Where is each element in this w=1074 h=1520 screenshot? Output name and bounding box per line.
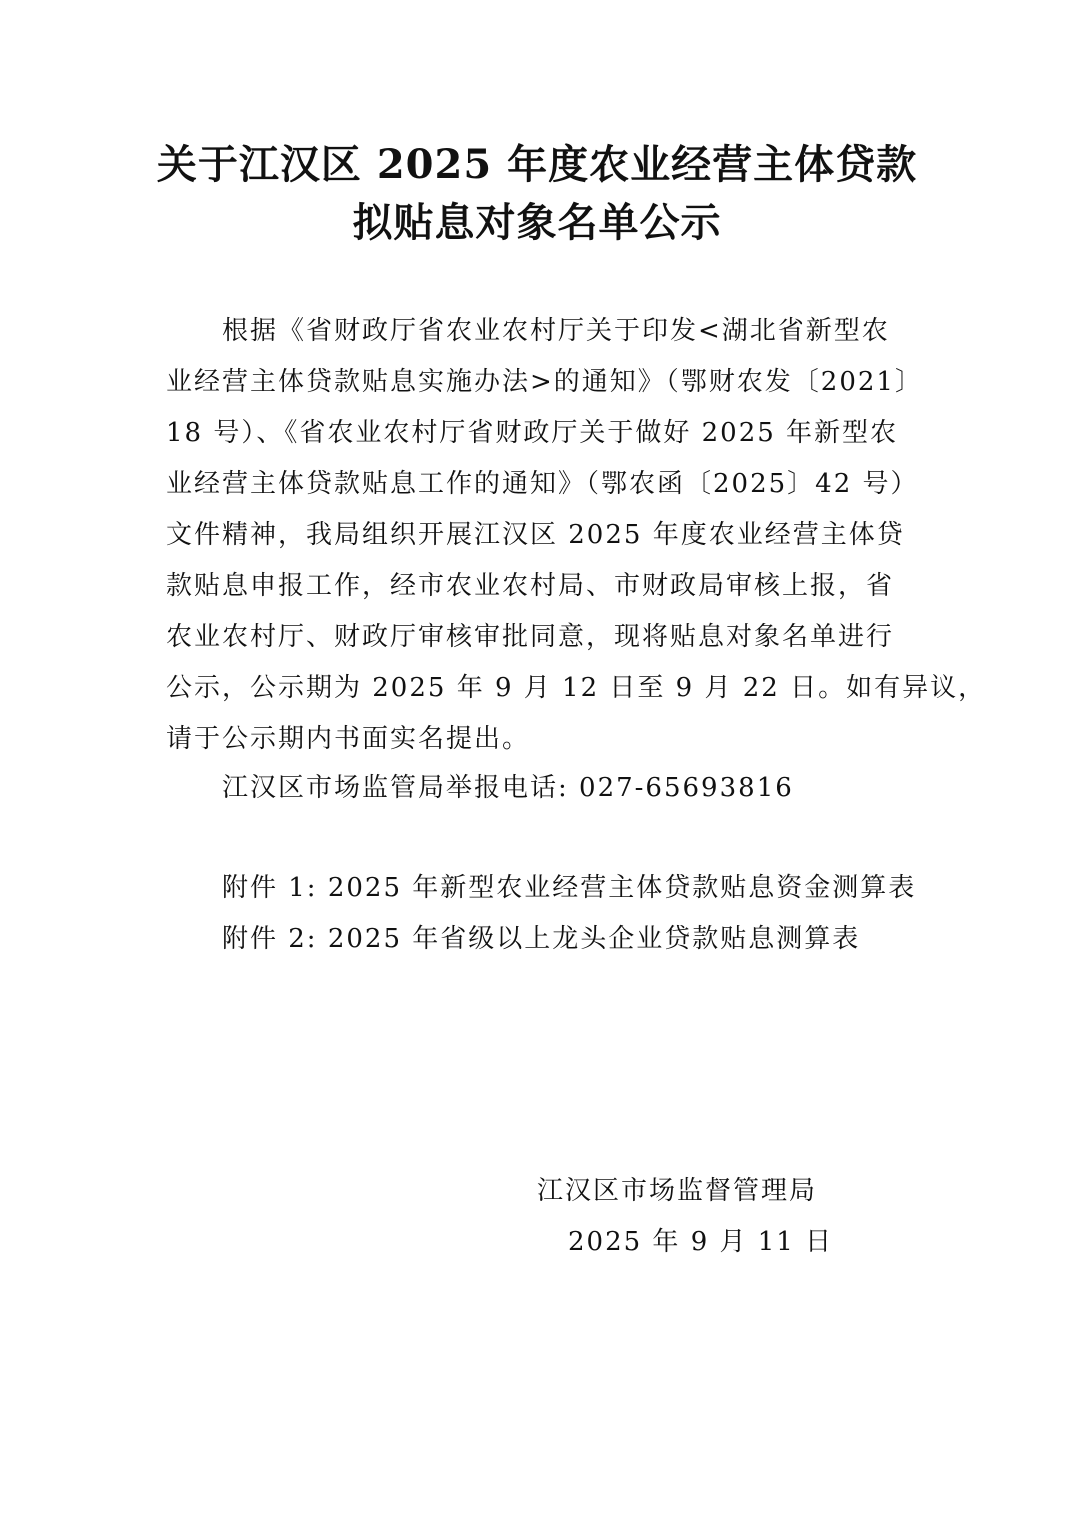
paragraph-line-6: 款贴息申报工作，经市农业农村局、市财政局审核上报，省: [166, 571, 895, 601]
paragraph-line-2: 业经营主体贷款贴息实施办法>的通知》（鄂财农发〔2021〕: [166, 367, 923, 397]
paragraph-line-8: 公示，公示期为 2025 年 9 月 12 日至 9 月 22 日。如有异议，: [166, 673, 987, 703]
attachment-2: 附件 2: 2025 年省级以上龙头企业贷款贴息测算表: [222, 924, 861, 954]
attachment-1: 附件 1: 2025 年新型农业经营主体贷款贴息资金测算表: [222, 873, 917, 903]
hotline-text: 江汉区市场监管局举报电话: 027-65693816: [222, 773, 794, 803]
paragraph-line-3: 18 号）、《省农业农村厅省财政厅关于做好 2025 年新型农: [166, 418, 899, 448]
signature-org: 江汉区市场监督管理局: [537, 1176, 818, 1206]
paragraph-line-5: 文件精神，我局组织开展江汉区 2025 年度农业经营主体贷: [166, 520, 905, 550]
paragraph-line-9: 请于公示期内书面实名提出。: [166, 724, 531, 754]
document-title-line-2: 拟贴息对象名单公示: [352, 199, 722, 246]
document-title-line-1: 关于江汉区 2025 年度农业经营主体贷款: [156, 141, 918, 188]
signature-date: 2025 年 9 月 11 日: [568, 1227, 834, 1257]
paragraph-line-4: 业经营主体贷款贴息工作的通知》（鄂农函〔2025〕42 号）: [166, 469, 919, 499]
paragraph-line-7: 农业农村厅、财政厅审核审批同意，现将贴息对象名单进行: [166, 622, 895, 652]
paragraph-line-1: 根据《省财政厅省农业农村厅关于印发<湖北省新型农: [222, 316, 890, 346]
